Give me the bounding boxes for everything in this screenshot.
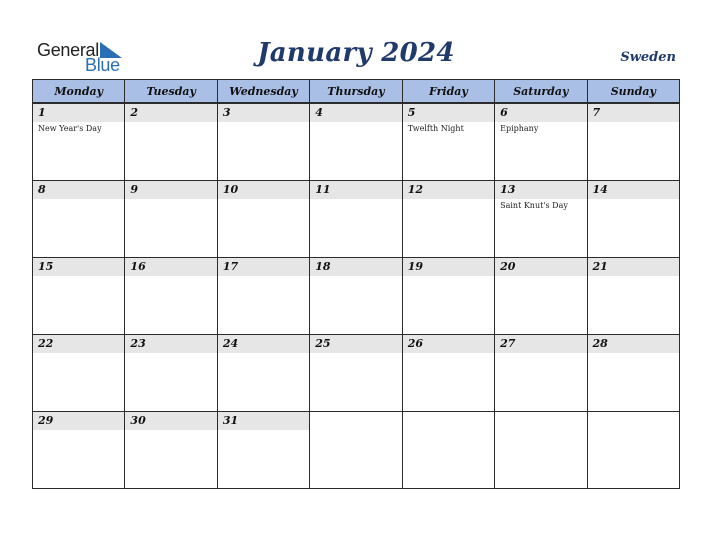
day-cell bbox=[33, 412, 125, 489]
day-cell bbox=[495, 181, 587, 258]
day-number-bar bbox=[33, 104, 124, 122]
weekday-header: Sunday bbox=[587, 80, 679, 104]
country-label: Sweden bbox=[620, 50, 676, 65]
day-cell bbox=[310, 412, 402, 489]
day-number-bar bbox=[495, 335, 586, 353]
day-number-bar bbox=[310, 258, 401, 276]
day-number: 13 bbox=[500, 183, 516, 196]
weekday-header: Thursday bbox=[310, 80, 402, 104]
day-number: 29 bbox=[38, 414, 54, 427]
day-cell bbox=[125, 412, 217, 489]
day-number-bar bbox=[218, 258, 309, 276]
holiday-label: New Year's Day bbox=[38, 124, 102, 133]
day-number: 28 bbox=[592, 337, 608, 350]
day-number-bar bbox=[125, 412, 216, 430]
week-row bbox=[33, 181, 680, 258]
day-number: 2 bbox=[130, 106, 139, 119]
day-number-bar bbox=[588, 335, 679, 353]
weekday-header: Wednesday bbox=[217, 80, 309, 104]
day-number-bar bbox=[310, 181, 401, 199]
day-number-bar bbox=[495, 181, 586, 199]
day-cell bbox=[125, 258, 217, 335]
week-row bbox=[33, 258, 680, 335]
day-cell bbox=[217, 412, 309, 489]
day-cell bbox=[495, 412, 587, 489]
day-number-bar bbox=[495, 104, 586, 122]
day-number: 24 bbox=[222, 337, 239, 350]
day-number: 4 bbox=[315, 106, 323, 119]
day-number: 21 bbox=[592, 260, 608, 273]
day-number: 14 bbox=[592, 183, 608, 196]
day-cell bbox=[310, 335, 402, 412]
day-cell bbox=[217, 103, 309, 181]
day-cell bbox=[587, 181, 679, 258]
day-number-bar bbox=[33, 258, 124, 276]
day-number: 25 bbox=[315, 337, 331, 350]
day-cell bbox=[310, 258, 402, 335]
weekday-header: Saturday bbox=[495, 80, 587, 104]
day-number: 18 bbox=[315, 260, 331, 273]
day-cell bbox=[217, 181, 309, 258]
day-cell bbox=[495, 103, 587, 181]
day-cell bbox=[125, 181, 217, 258]
calendar-grid bbox=[32, 79, 680, 489]
day-cell bbox=[587, 412, 679, 489]
day-number: 7 bbox=[592, 106, 601, 119]
day-number: 6 bbox=[500, 106, 508, 119]
day-number-bar bbox=[403, 335, 494, 353]
day-number-bar bbox=[125, 181, 216, 199]
day-cell bbox=[125, 335, 217, 412]
day-number-bar bbox=[588, 258, 679, 276]
day-number: 22 bbox=[38, 337, 54, 350]
day-number-bar bbox=[218, 104, 309, 122]
day-cell bbox=[402, 412, 494, 489]
day-number-bar bbox=[403, 181, 494, 199]
day-number: 8 bbox=[38, 183, 46, 196]
day-cell bbox=[402, 258, 494, 335]
day-cell bbox=[33, 103, 125, 181]
day-number-bar bbox=[33, 335, 124, 353]
day-number: 20 bbox=[500, 260, 516, 273]
day-cell bbox=[402, 335, 494, 412]
holiday-label: Saint Knut's Day bbox=[500, 201, 568, 210]
day-number: 30 bbox=[130, 414, 146, 427]
logo-word-general: General bbox=[37, 40, 99, 60]
week-row bbox=[33, 412, 680, 489]
weekday-header: Monday bbox=[33, 80, 125, 104]
day-cell bbox=[587, 103, 679, 181]
day-number-bar bbox=[495, 258, 586, 276]
day-number-bar bbox=[310, 335, 401, 353]
day-number: 16 bbox=[130, 260, 146, 273]
logo-word-blue: Blue bbox=[85, 55, 120, 75]
day-cell bbox=[495, 335, 587, 412]
day-cell bbox=[495, 258, 587, 335]
day-cell bbox=[125, 103, 217, 181]
day-cell bbox=[217, 258, 309, 335]
day-number-bar bbox=[403, 104, 494, 122]
day-number-bar bbox=[218, 412, 309, 430]
day-number: 19 bbox=[407, 260, 423, 273]
week-row bbox=[33, 335, 680, 412]
day-cell bbox=[33, 335, 125, 412]
day-cell bbox=[217, 335, 309, 412]
day-number: 26 bbox=[407, 337, 423, 350]
day-cell bbox=[587, 258, 679, 335]
day-number-bar bbox=[588, 104, 679, 122]
day-number: 27 bbox=[500, 337, 516, 350]
weekday-header-row bbox=[33, 80, 680, 104]
day-number: 23 bbox=[130, 337, 146, 350]
day-number-bar bbox=[310, 104, 401, 122]
holiday-label: Twelfth Night bbox=[407, 124, 464, 133]
day-number-bar bbox=[125, 335, 216, 353]
day-number-bar bbox=[403, 258, 494, 276]
day-number-bar bbox=[125, 258, 216, 276]
day-cell bbox=[402, 103, 494, 181]
week-row bbox=[33, 103, 680, 181]
day-cell bbox=[33, 258, 125, 335]
calendar-title: January 2024 bbox=[257, 38, 455, 68]
day-number: 10 bbox=[222, 183, 239, 196]
day-number-bar bbox=[33, 181, 124, 199]
day-cell bbox=[310, 181, 402, 258]
day-number: 15 bbox=[38, 260, 54, 273]
day-number: 5 bbox=[407, 106, 416, 119]
day-number-bar bbox=[33, 412, 124, 430]
day-number: 11 bbox=[315, 183, 331, 196]
day-number: 9 bbox=[130, 183, 139, 196]
day-number-bar bbox=[125, 104, 216, 122]
weekday-header: Tuesday bbox=[125, 80, 217, 104]
day-cell bbox=[33, 181, 125, 258]
weekday-header: Friday bbox=[402, 80, 494, 104]
day-cell bbox=[402, 181, 494, 258]
day-number-bar bbox=[218, 181, 309, 199]
day-cell bbox=[310, 103, 402, 181]
day-number-bar bbox=[218, 335, 309, 353]
day-number: 1 bbox=[38, 106, 46, 119]
day-cell bbox=[587, 335, 679, 412]
day-number: 17 bbox=[222, 260, 239, 273]
holiday-label: Epiphany bbox=[500, 124, 539, 133]
day-number: 12 bbox=[407, 183, 423, 196]
day-number: 3 bbox=[222, 106, 231, 119]
day-number-bar bbox=[588, 181, 679, 199]
day-number: 31 bbox=[222, 414, 239, 427]
